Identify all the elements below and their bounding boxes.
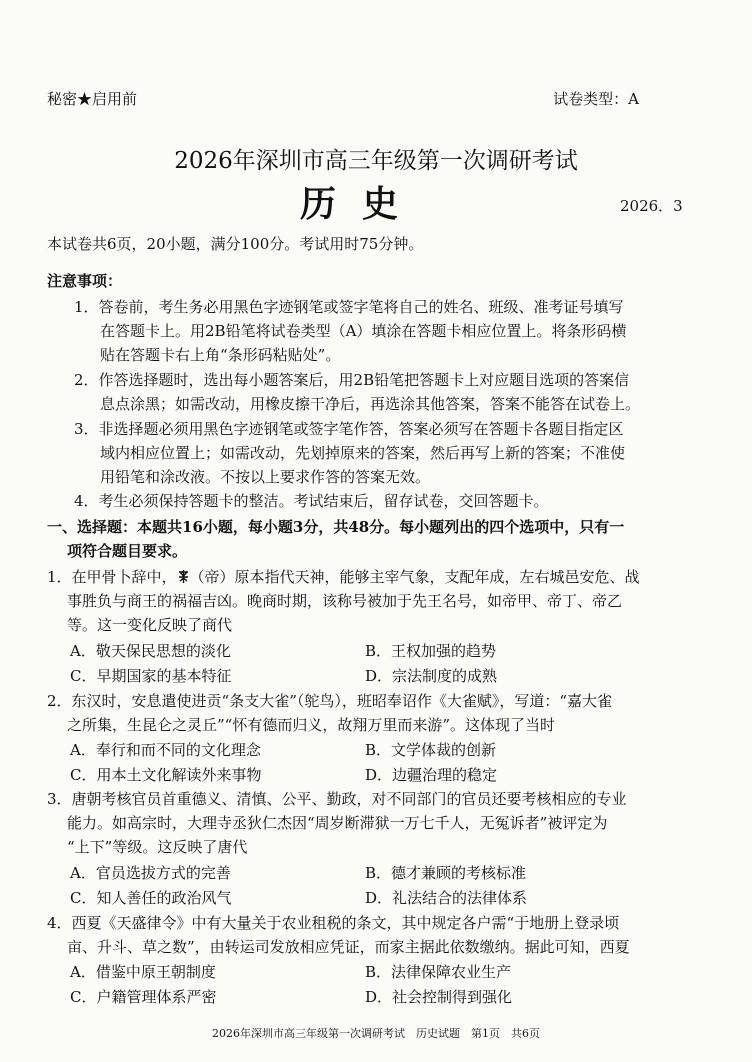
section-heading: 一、选择题：本题共16小题，每小题3分，共48分。每小题列出的四个选项中，只有一 [47, 518, 625, 536]
note-line: 域内相应位置上；如需改动，先划掉原来的答案，然后再写上新的答案；不准使 [100, 444, 626, 462]
option-a: A．官员选拔方式的完善 [70, 864, 231, 882]
note-line: 用铅笔和涂改液。不按以上要求作答的答案无效。 [100, 468, 431, 486]
note-line: 在答题卡上。用2B铅笔将试卷类型（A）填涂在答题卡相应位置上。将条形码横 [100, 322, 627, 340]
option-c: C．早期国家的基本特征 [70, 667, 232, 685]
option-c: C．知人善任的政治风气 [70, 889, 232, 907]
option-c: C．户籍管理体系严密 [70, 988, 217, 1006]
option-a: A．敬天保民思想的淡化 [70, 642, 231, 660]
question-line: 2．东汉时，安息遣使进贡“条支大雀”（鸵鸟），班昭奉诏作《大雀赋》，写道：“嘉大雀 [47, 692, 613, 710]
question-line: 等。这一变化反映了商代 [67, 616, 233, 634]
note-line: 3．非选择题必须用黑色字迹钢笔或签字笔作答，答案必须写在答题卡各题目指定区 [74, 420, 624, 438]
oracle-bone-di-glyph [177, 569, 190, 584]
option-c: C．用本土文化解读外来事物 [70, 766, 262, 784]
intro-text: 本试卷共6页，20小题，满分100分。考试用时75分钟。 [47, 235, 424, 253]
option-d: D．边疆治理的稳定 [365, 766, 498, 784]
option-d: D．宗法制度的成熟 [365, 667, 498, 685]
question-line: 能力。如高宗时，大理寺丞狄仁杰因“周岁断滞狱一万七千人，无冤诉者”被评定为 [67, 814, 608, 832]
section-heading: 项符合题目要求。 [67, 542, 188, 560]
option-a: A．奉行和而不同的文化理念 [70, 741, 261, 759]
note-line: 1．答卷前，考生务必用黑色字迹钢笔或签字笔将自己的姓名、班级、准考证号填写 [74, 298, 624, 316]
subject-title: 历史 [300, 183, 425, 225]
note-line: 2．作答选择题时，选出每小题答案后，用2B铅笔把答题卡上对应题目选项的答案信 [74, 371, 630, 389]
question-line: （帝）原本指代天神，能够主宰气象，支配年成，左右城邑安危、战 [189, 568, 640, 586]
question-line: 3．唐朝考核官员首重德义、清慎、公平、勤政，对不同部门的官员还要考核相应的专业 [47, 790, 627, 808]
exam-date: 2026．3 [620, 197, 683, 215]
question-line: 亩、升斗、草之数”，由转运司发放相应凭证，而家主据此依数缴纳。据此可知，西夏 [67, 938, 630, 956]
secret-label: 秘密★启用前 [47, 90, 138, 108]
option-d: D．社会控制得到强化 [365, 988, 513, 1006]
question-line: 之所集，生昆仑之灵丘”“怀有德而归义，故翔万里而来游”。这体现了当时 [67, 716, 556, 734]
option-b: B．王权加强的趋势 [365, 642, 497, 660]
option-b: B．德才兼顾的考核标准 [365, 864, 527, 882]
note-line: 息点涂黑；如需改动，用橡皮擦干净后，再选涂其他答案，答案不能答在试卷上。 [100, 395, 641, 413]
note-line: 4．考生必须保持答题卡的整洁。考试结束后，留存试卷，交回答题卡。 [74, 492, 549, 510]
option-b: B．文学体裁的创新 [365, 741, 497, 759]
note-line: 贴在答题卡右上角“条形码粘贴处”。 [100, 346, 341, 364]
question-line: “上下”等级。这反映了唐代 [67, 838, 248, 856]
paper-type: 试卷类型：A [553, 90, 639, 108]
question-1-stem [47, 566, 640, 587]
question-line: 4．西夏《天盛律令》中有大量关于农业租税的条文，其中规定各户需“于地册上登录顷 [47, 914, 620, 932]
question-line: 事胜负与商王的祸福吉凶。晚商时期，该称号被加于先王名号，如帝甲、帝丁、帝乙 [67, 592, 623, 610]
option-a: A．借鉴中原王朝制度 [70, 963, 216, 981]
page-footer: 2026年深圳市高三年级第一次调研考试 历史试题 第1页 共6页 [212, 1027, 540, 1040]
notes-title: 注意事项： [47, 272, 123, 290]
option-d: D．礼法结合的法律体系 [365, 889, 528, 907]
exam-title: 2026年深圳市高三年级第一次调研考试 [174, 148, 578, 174]
option-b: B．法律保障农业生产 [365, 963, 512, 981]
question-line: 1．在甲骨卜辞中， [47, 568, 177, 586]
